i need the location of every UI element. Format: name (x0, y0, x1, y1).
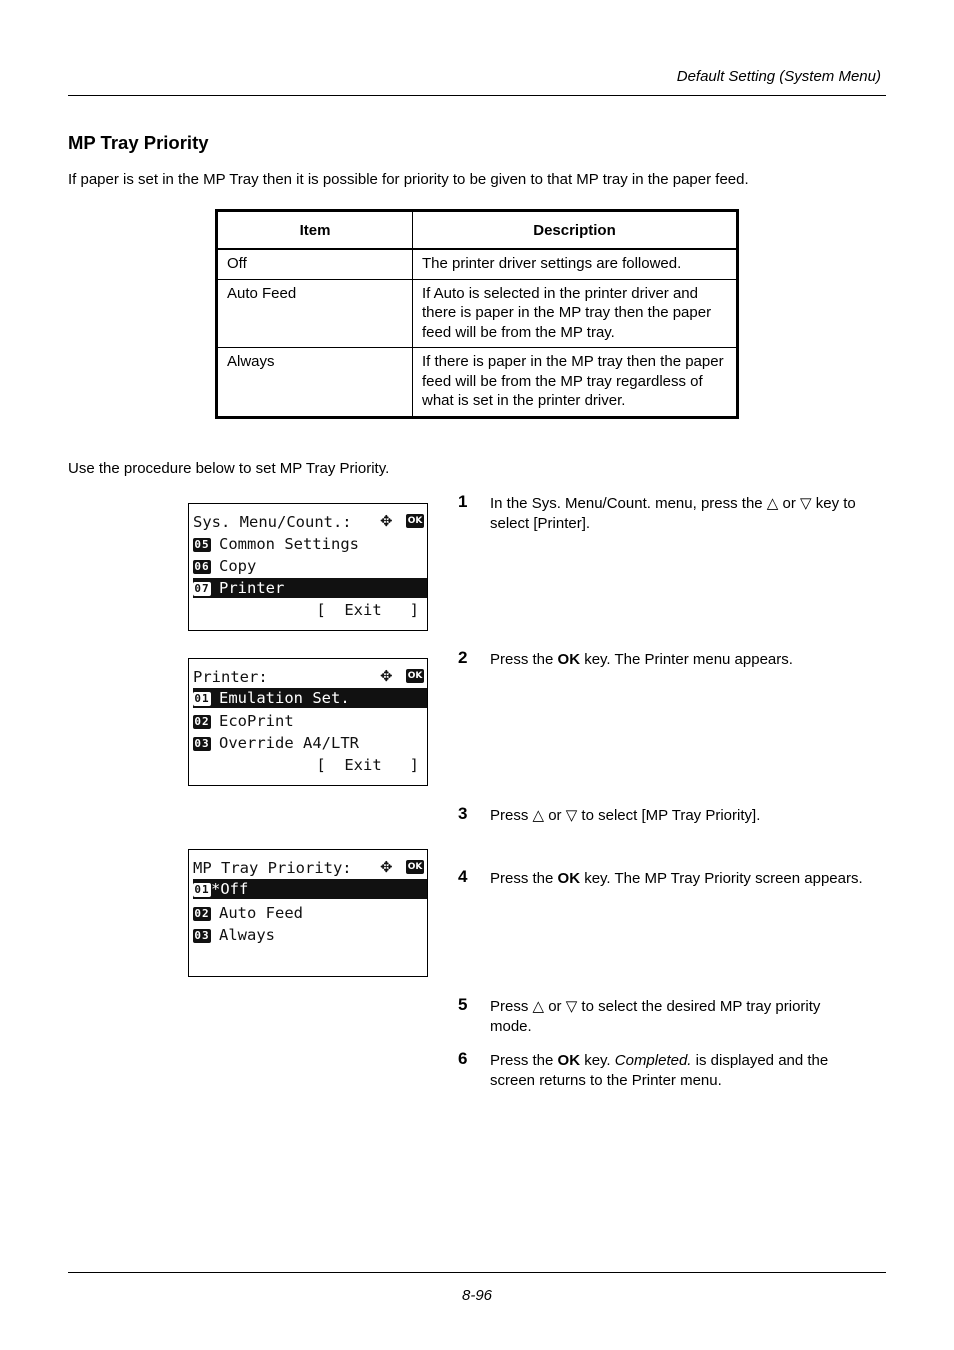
step-number: 4 (458, 867, 468, 886)
menu-item: 02 Auto Feed (194, 904, 303, 922)
step-number: 3 (458, 804, 468, 823)
item-number-badge: 05 (194, 538, 210, 551)
step-number: 1 (458, 492, 468, 511)
menu-item: 02 EcoPrint (194, 712, 294, 730)
table-row (217, 348, 738, 418)
lcd-screen-mp-tray-priority (188, 849, 428, 977)
table-header-description: Description (413, 211, 738, 250)
step-text: Press the OK key. Completed. is displayed and the screen returns to the Printer menu. (490, 1052, 829, 1089)
lcd-screen-printer (188, 658, 428, 786)
exit-softkey: [ Exit ] (316, 756, 419, 774)
table-cell-description: The printer driver settings are followed. (413, 249, 738, 279)
step-number: 6 (458, 1049, 468, 1068)
menu-item-selected: 07 Printer (193, 578, 427, 598)
lcd-screen-sys-menu (188, 503, 428, 631)
header-rule (68, 95, 886, 96)
table-cell-description: If Auto is selected in the printer driver and there is paper in the MP tray then the paper feed will be from the MP tray. (413, 279, 738, 348)
table-cell-item: Auto Feed (217, 279, 413, 348)
item-number-badge: 02 (194, 715, 210, 728)
step-number: 5 (458, 995, 468, 1014)
ok-key-icon: OK (407, 516, 423, 526)
nav-icon: ✥ (380, 858, 393, 876)
menu-item: 06 Copy (194, 557, 257, 575)
ok-key-icon: OK (407, 671, 423, 681)
screen-title: Sys. Menu/Count.: (193, 513, 352, 531)
exit-softkey: [ Exit ] (316, 601, 419, 619)
footer-rule (68, 1272, 886, 1273)
section-title: MP Tray Priority (68, 132, 209, 153)
nav-icon: ✥ (380, 667, 393, 685)
item-number-badge: 07 (194, 582, 210, 595)
options-table (215, 209, 739, 419)
item-number-badge: 02 (194, 907, 210, 920)
table-header-item: Item (217, 211, 413, 250)
menu-item: 05 Common Settings (194, 535, 359, 553)
step-text: Press △ or ▽ to select the desired MP tray priority mode. (490, 998, 821, 1035)
table-cell-item: Off (217, 249, 413, 279)
menu-item: 03 Always (194, 926, 275, 944)
table-row (217, 279, 738, 348)
item-number-badge: 03 (194, 737, 210, 750)
table-cell-description: If there is paper in the MP tray then the paper feed will be from the MP tray regardless of what is set in the printer driver. (413, 348, 738, 418)
menu-item-selected: 01*Off (193, 879, 427, 899)
page-number: 8-96 (461, 1287, 493, 1304)
step-text: Press the OK key. The MP Tray Priority screen appears. (490, 870, 863, 887)
step-text: Press △ or ▽ to select [MP Tray Priority]. (490, 807, 761, 824)
item-number-badge: 03 (194, 929, 210, 942)
running-header: Default Setting (System Menu) (676, 68, 881, 85)
ok-key-icon: OK (407, 862, 423, 872)
step-number: 2 (458, 648, 468, 667)
menu-item: 03 Override A4/LTR (194, 734, 359, 752)
table-cell-item: Always (217, 348, 413, 418)
table-row (217, 249, 738, 279)
item-number-badge: 06 (194, 560, 210, 573)
menu-item-selected: 01 Emulation Set. (193, 688, 427, 708)
item-number-badge: 01 (194, 883, 210, 896)
screen-title: MP Tray Priority: (193, 859, 352, 877)
item-number-badge: 01 (194, 692, 210, 705)
step-text: Press the OK key. The Printer menu appears. (490, 651, 793, 668)
procedure-intro: Use the procedure below to set MP Tray Priority. (68, 460, 390, 477)
nav-icon: ✥ (380, 512, 393, 530)
section-intro: If paper is set in the MP Tray then it is possible for priority to be given to that MP tray in the paper feed. (68, 171, 749, 188)
screen-title: Printer: (193, 668, 268, 686)
step-text: In the Sys. Menu/Count. menu, press the △ or ▽ key to select [Printer]. (490, 495, 856, 532)
